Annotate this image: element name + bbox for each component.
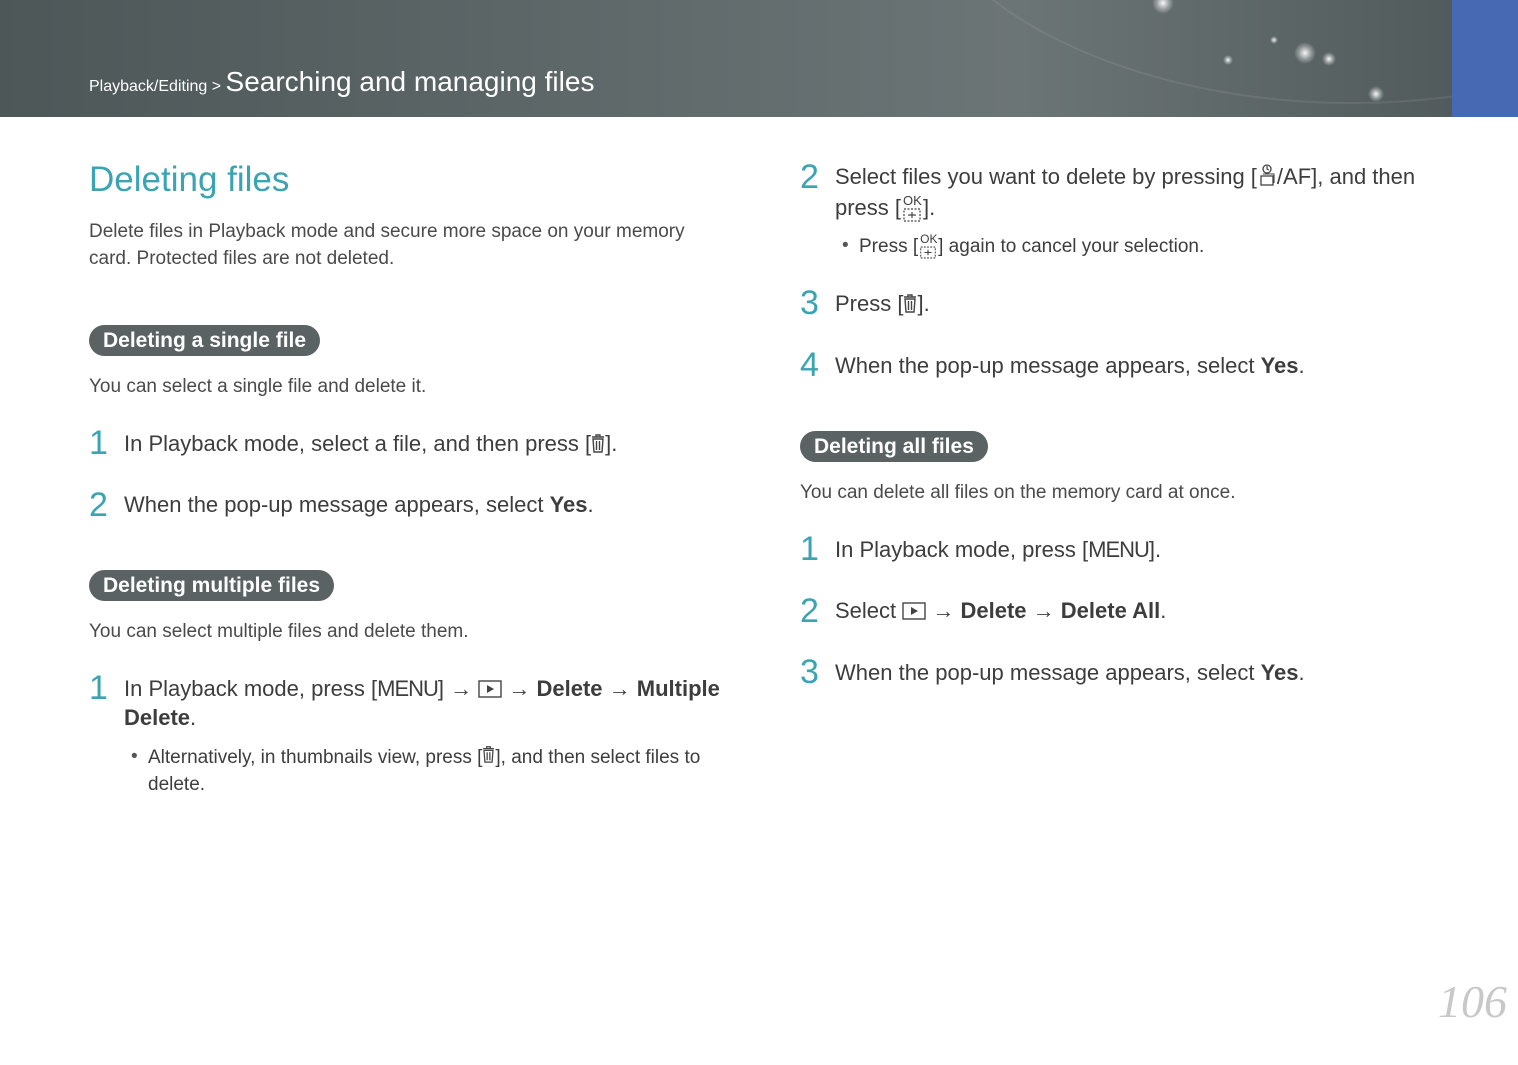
intro-line-2: card. Protected files are not deleted. (89, 248, 395, 269)
breadcrumb-section: Playback/Editing > (89, 78, 222, 95)
step-multiple-2-cont: press [ OK ]. (835, 193, 935, 222)
bullet-multiple-1: Alternatively, in thumbnails view, press [ ], and then select files to (148, 744, 700, 771)
page-title: Deleting files (89, 160, 290, 199)
step-multiple-3: Press [ ]. (835, 289, 930, 320)
step-number: 1 (89, 424, 108, 462)
step-multiple-2: Select files you want to delete by pressing [ /AF], and then (835, 162, 1415, 194)
bullet-multiple-1-cont: delete. (148, 774, 206, 795)
page-number: 106 (1438, 976, 1507, 1027)
menu-button-label: MENU (1088, 537, 1149, 562)
step-number: 3 (800, 284, 819, 322)
trash-icon (903, 291, 917, 320)
section-desc-multiple: You can select multiple files and delete them. (89, 621, 469, 642)
step-number: 4 (800, 346, 819, 384)
trash-icon (482, 744, 495, 771)
playback-icon (478, 676, 502, 705)
step-all-2: Select → Delete → Delete All. (835, 596, 1166, 627)
step-multiple-1-cont: Delete. (124, 705, 197, 730)
lens-flare (1294, 42, 1316, 64)
step-number: 3 (800, 653, 819, 691)
section-desc-single: You can select a single file and delete it. (89, 376, 427, 397)
step-single-1: In Playback mode, select a file, and then press [ ]. (124, 429, 617, 460)
step-number: 2 (800, 592, 819, 630)
step-multiple-1: In Playback mode, press [MENU] → → Delete → Multiple (124, 674, 720, 705)
lens-flare (1322, 52, 1336, 66)
step-single-2: When the pop-up message appears, select Yes. (124, 492, 594, 517)
bullet-multiple-2: Press [ OK ] again to cancel your selection. (859, 231, 1205, 257)
bullet-dot: • (842, 235, 849, 256)
ok-button-icon: OK (901, 196, 923, 222)
intro-line-1: Delete files in Playback mode and secure more space on your memory (89, 221, 685, 242)
breadcrumb (89, 66, 594, 98)
lens-flare (1223, 55, 1233, 65)
breadcrumb-page: Searching and managing files (225, 66, 595, 97)
section-desc-all: You can delete all files on the memory card at once. (800, 482, 1236, 503)
step-all-3: When the pop-up message appears, select Yes. (835, 660, 1305, 685)
section-pill-all: Deleting all files (800, 431, 988, 462)
bullet-dot: • (131, 746, 138, 767)
menu-button-label: MENU (377, 676, 438, 701)
ok-button-icon: OK (918, 235, 938, 259)
section-pill-single: Deleting a single file (89, 325, 320, 356)
step-number: 1 (89, 669, 108, 707)
section-pill-multiple: Deleting multiple files (89, 570, 334, 601)
step-number: 1 (800, 530, 819, 568)
page-header (0, 0, 1452, 117)
drive-mode-icon (1257, 163, 1277, 194)
lens-flare (1270, 36, 1278, 44)
trash-icon (591, 431, 605, 460)
step-number: 2 (800, 158, 819, 196)
step-multiple-4: When the pop-up message appears, select Yes. (835, 353, 1305, 378)
step-all-1: In Playback mode, press [MENU]. (835, 537, 1162, 562)
step-number: 2 (89, 486, 108, 524)
lens-flare (1368, 86, 1384, 102)
af-button-label: AF (1283, 164, 1312, 189)
playback-icon (902, 598, 926, 627)
chapter-tab (1452, 0, 1518, 117)
